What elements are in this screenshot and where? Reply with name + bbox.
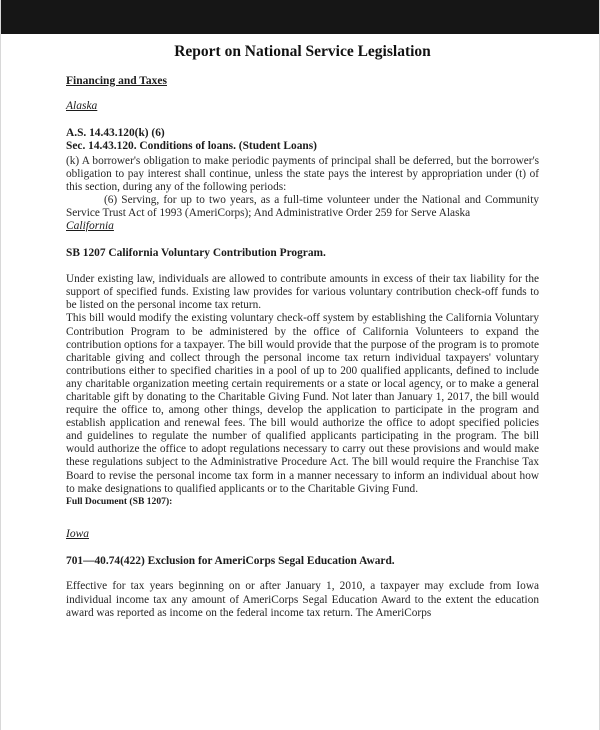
iowa-rule-heading: 701—40.74(422) Exclusion for AmeriCorps Segal Education Award. xyxy=(66,554,395,567)
top-border-bar xyxy=(1,0,599,34)
state-heading-alaska: Alaska xyxy=(66,99,98,112)
document-title: Report on National Service Legislation xyxy=(174,43,431,60)
alaska-statute-heading xyxy=(66,127,539,154)
california-full-document-label: Full Document (SB 1207): xyxy=(66,495,173,507)
california-bill-heading: SB 1207 California Voluntary Contribution Program. xyxy=(66,247,326,260)
state-heading-iowa: Iowa xyxy=(66,527,89,540)
state-heading-california: California xyxy=(66,220,114,233)
alaska-statute-citation: A.S. 14.43.120(k) (6) xyxy=(66,126,165,139)
iowa-paragraph-1: Effective for tax years beginning on or after January 1, 2010, a taxpayer may exclude from Iowa individual income tax any amount of AmeriCorps Segal Education Award to the extent the education award was reported as income on the federal income tax return. The AmeriCorps xyxy=(66,580,539,619)
california-paragraph-2: This bill would modify the existing voluntary check-off system by establishing the California Voluntary Contribution Program to be administered by the office of California Volunteers to expand the contribution options for a taxpayer. The bill would provide that the purpose of the program is to promote charitable giving and collect through the personal income tax return individual taxpayers' voluntary contributions either to specified charities in a pool of up to 200 qualified applicants, defined to include any charitable organization meeting certain requirements or a state or local agency, or to make a general charitable gift by donating to the Charitable Giving Fund. Not later than January 1, 2017, the bill would require the office to, among other things, develop the application to participate in the program and establish application and renewal fees. The bill would authorize the office to adopt specified policies and guidelines to regulate the number of qualified applicants participating in the program. The bill would authorize the office to adopt regulations necessary to carry out these provisions and would make these regulations subject to the Administrative Procedure Act. The bill would require the Franchise Tax Board to revise the personal income tax form in a manner necessary to inform an individual about how to make designations to qualified applicants or to the Charitable Giving Fund. xyxy=(66,312,539,495)
alaska-statute-title: Sec. 14.43.120. Conditions of loans. (Student Loans) xyxy=(66,140,317,153)
document-page xyxy=(1,34,599,620)
section-heading-financing-and-taxes: Financing and Taxes xyxy=(66,74,167,87)
alaska-paragraph-k: (k) A borrower's obligation to make periodic payments of principal shall be deferred, but the borrower's obligation to pay interest shall continue, unless the state pays the interest by appropriation under (t) of this section, during any of the following periods: xyxy=(66,154,539,194)
california-paragraph-1: Under existing law, individuals are allowed to contribute amounts in excess of their tax liability for the support of specified funds. Existing law provides for various voluntary contribution check-off funds to be listed on the personal income tax return. xyxy=(66,273,539,312)
alaska-paragraph-6: (6) Serving, for up to two years, as a full-time volunteer under the National and Community Service Trust Act of 1993 (AmeriCorps); And Administrative Order 259 for Serve Alaska xyxy=(66,194,539,220)
